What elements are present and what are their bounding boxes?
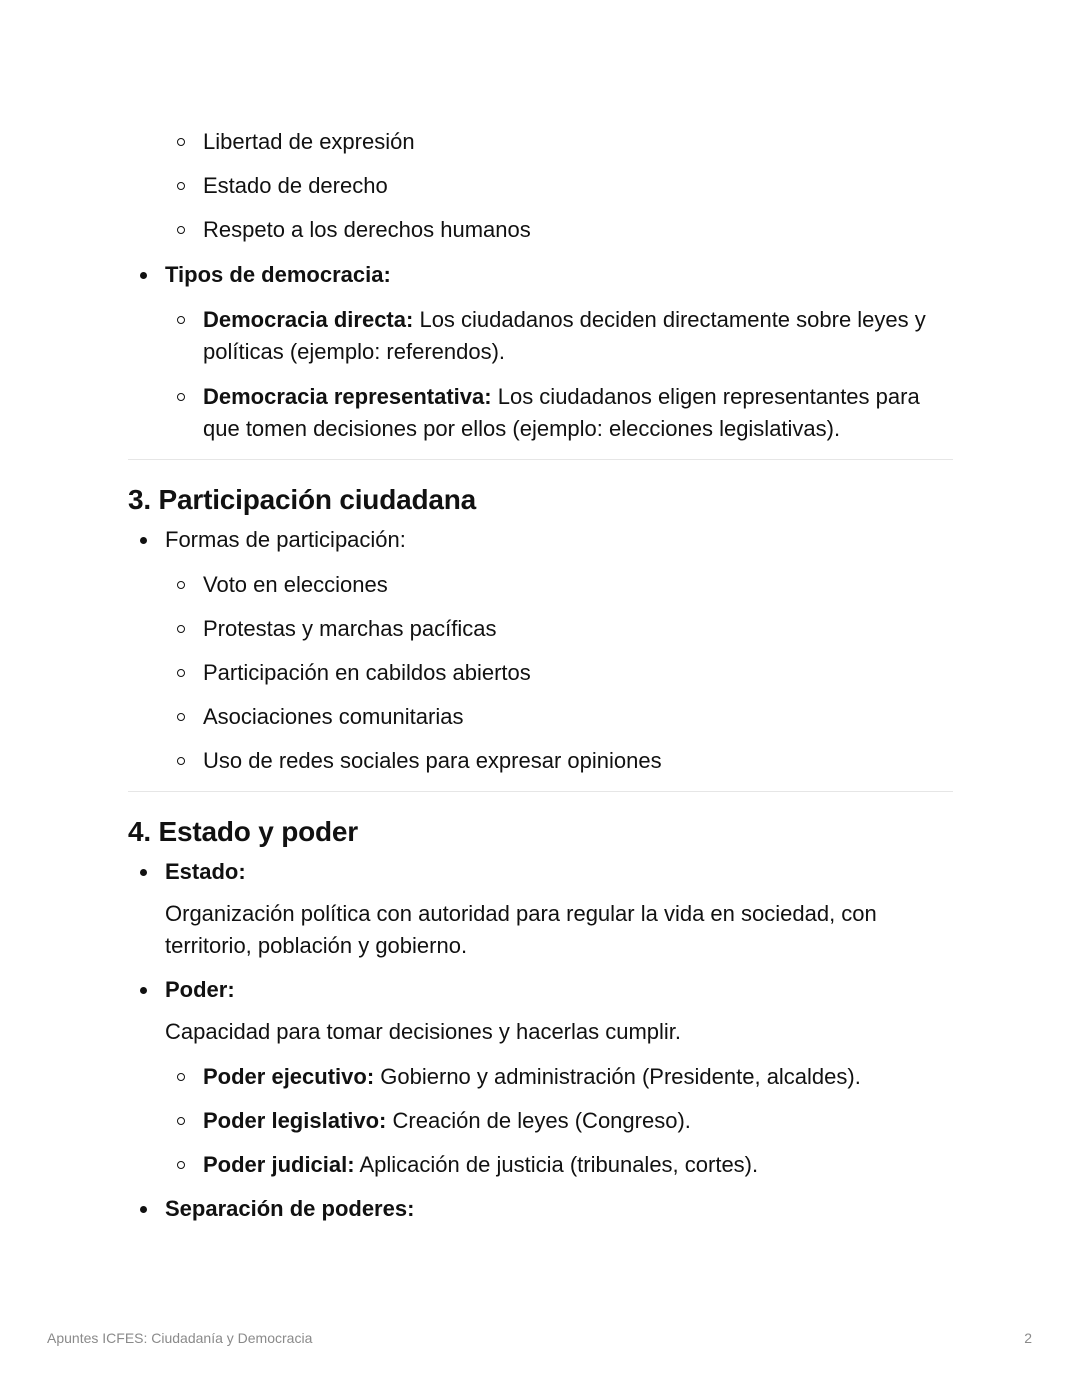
list-item: Poder ejecutivo: Gobierno y administración (Presidente, alcaldes). <box>128 1061 953 1093</box>
list-item: Poder: <box>128 974 953 1006</box>
list-item: Asociaciones comunitarias <box>128 701 953 733</box>
list-item: Formas de participación: <box>128 524 953 556</box>
list-item: Uso de redes sociales para expresar opiniones <box>128 745 953 777</box>
section-divider <box>128 791 953 792</box>
section-heading: 4. Estado y poder <box>128 816 358 847</box>
list-item: Poder legislativo: Creación de leyes (Congreso). <box>128 1105 953 1137</box>
list-item: Voto en elecciones <box>128 569 953 601</box>
document-body <box>128 126 953 1225</box>
list-item: Protestas y marchas pacíficas <box>128 613 953 645</box>
list-item: Poder judicial: Aplicación de justicia (tribunales, cortes). <box>128 1149 953 1181</box>
list-item: Democracia directa: Los ciudadanos deciden directamente sobre leyes y políticas (ejemplo: referendos). <box>128 304 953 368</box>
page-number: 2 <box>1024 1330 1032 1346</box>
list-item: Libertad de expresión <box>128 126 953 158</box>
definition-text: Capacidad para tomar decisiones y hacerlas cumplir. <box>165 1019 682 1044</box>
list-item: Tipos de democracia: <box>128 259 953 291</box>
list-item: Respeto a los derechos humanos <box>128 214 953 246</box>
list-item: Estado: <box>128 856 953 888</box>
section-divider <box>128 459 953 460</box>
section-heading: 3. Participación ciudadana <box>128 484 477 515</box>
list-item: Estado de derecho <box>128 170 953 202</box>
list-item: Participación en cabildos abiertos <box>128 657 953 689</box>
definition-text: Organización política con autoridad para regular la vida en sociedad, con territorio, población y gobierno. <box>165 901 877 958</box>
footer-title: Apuntes ICFES: Ciudadanía y Democracia <box>47 1330 313 1346</box>
list-item: Democracia representativa: Los ciudadanos eligen representantes para que tomen decisiones por ellos (ejemplo: elecciones legislativas). <box>128 381 953 445</box>
list-item: Separación de poderes: <box>128 1193 953 1225</box>
